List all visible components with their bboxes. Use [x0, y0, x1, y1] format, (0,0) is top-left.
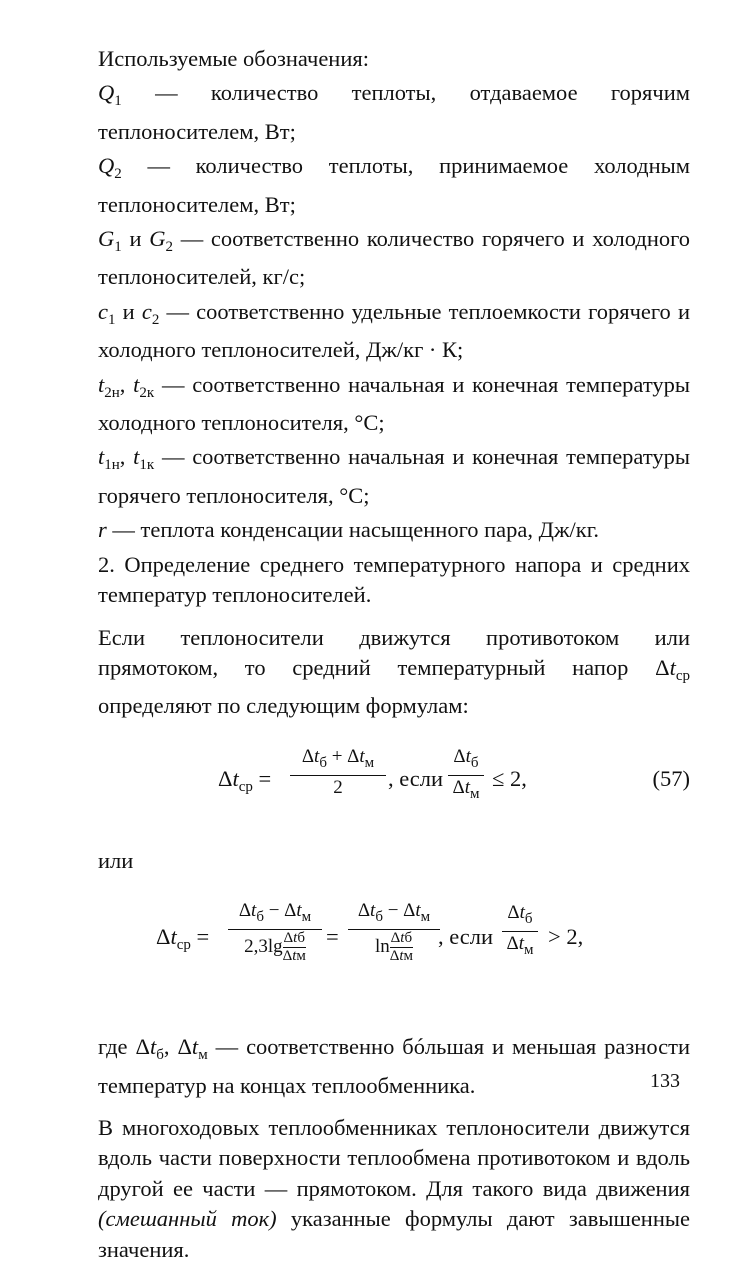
formula2-fraction-ln: $\Delta t_б - \Delta t_м$ lnΔtб Δtм [348, 900, 440, 964]
notation-heading: Используемые обозначения: [98, 46, 369, 71]
formula57-lhs: $\Delta t_{ср}$ = [218, 765, 272, 795]
def-r: r — теплота конденсации насыщенного пара, Дж/кг. [98, 517, 600, 543]
intro-paragraph: Если теплоносители движутся противотоком или прямотоком, то средний температурный напор $\Delta t_{ср}$ определяют по следующим формулам: [98, 624, 690, 719]
formula2-lhs: $\Delta t_{ср}$ = [156, 924, 210, 954]
or-word: или [98, 847, 134, 873]
where-paragraph: где $\Delta t_б$, $\Delta t_м$ — соответственно бóльшая и меньшая разности температур на концах теплообменника. [98, 1034, 690, 1098]
equation-number: (57) [652, 765, 690, 791]
formula2-rel: > 2, [548, 924, 584, 950]
def-q1: $Q_1$ — количество теплоты, отдаваемое горячим теплоносителем, Вт; [98, 80, 690, 144]
section-2: 2. Определение среднего температурного напора и средних температур теплоносителей. [98, 551, 690, 608]
formula2-eq: = [326, 924, 339, 950]
def-g: $G_1$ и $G_2$ — соответственно количество горячего и холодного теплоносителей, кг/с; [98, 226, 691, 290]
formula57-cond-fraction: $\Delta t_б$ $\Delta t_м$ [448, 746, 484, 805]
def-t1: $t_{1н}$, $t_{1к}$ — соответственно начальная и конечная температуры горячего теплоносителя, °С; [98, 444, 690, 508]
formula57-if: , если [388, 765, 444, 791]
formula2-fraction-lg: $\Delta t_б - \Delta t_м$ 2,3lgΔtб Δtм [228, 900, 322, 964]
def-t2: $t_{2н}$, $t_{2к}$ — соответственно начальная и конечная температуры холодного теплоносителя, °С; [98, 371, 690, 436]
formula57-rel: ≤ 2, [492, 765, 527, 791]
formula-57 [98, 740, 690, 816]
formula2-cond-fraction: $\Delta t_б$ $\Delta t_м$ [502, 902, 538, 961]
def-q2: $Q_2$ — количество теплоты, принимаемое холодным теплоносителем, Вт; [98, 153, 690, 217]
formula2-if: , если [438, 924, 494, 950]
multipass-paragraph: В многоходовых теплообменниках теплоносители движутся вдоль части поверхности теплообмена противотоком и вдоль другой ее части — прямотоком. Для такого вида движения (смешанный ток) указанные формулы дают завышенные значения. [98, 1114, 690, 1262]
page-text [98, 44, 690, 1265]
def-c: $c_1$ и $c_2$ — соответственно удельные теплоемкости горячего и холодного теплоносителей, Дж/кг · К; [98, 298, 691, 363]
page-number: 133 [650, 1070, 680, 1092]
formula57-fraction: $\Delta t_б + \Delta t_м$ 2 [290, 746, 386, 799]
formula-log-mean [98, 900, 690, 1010]
